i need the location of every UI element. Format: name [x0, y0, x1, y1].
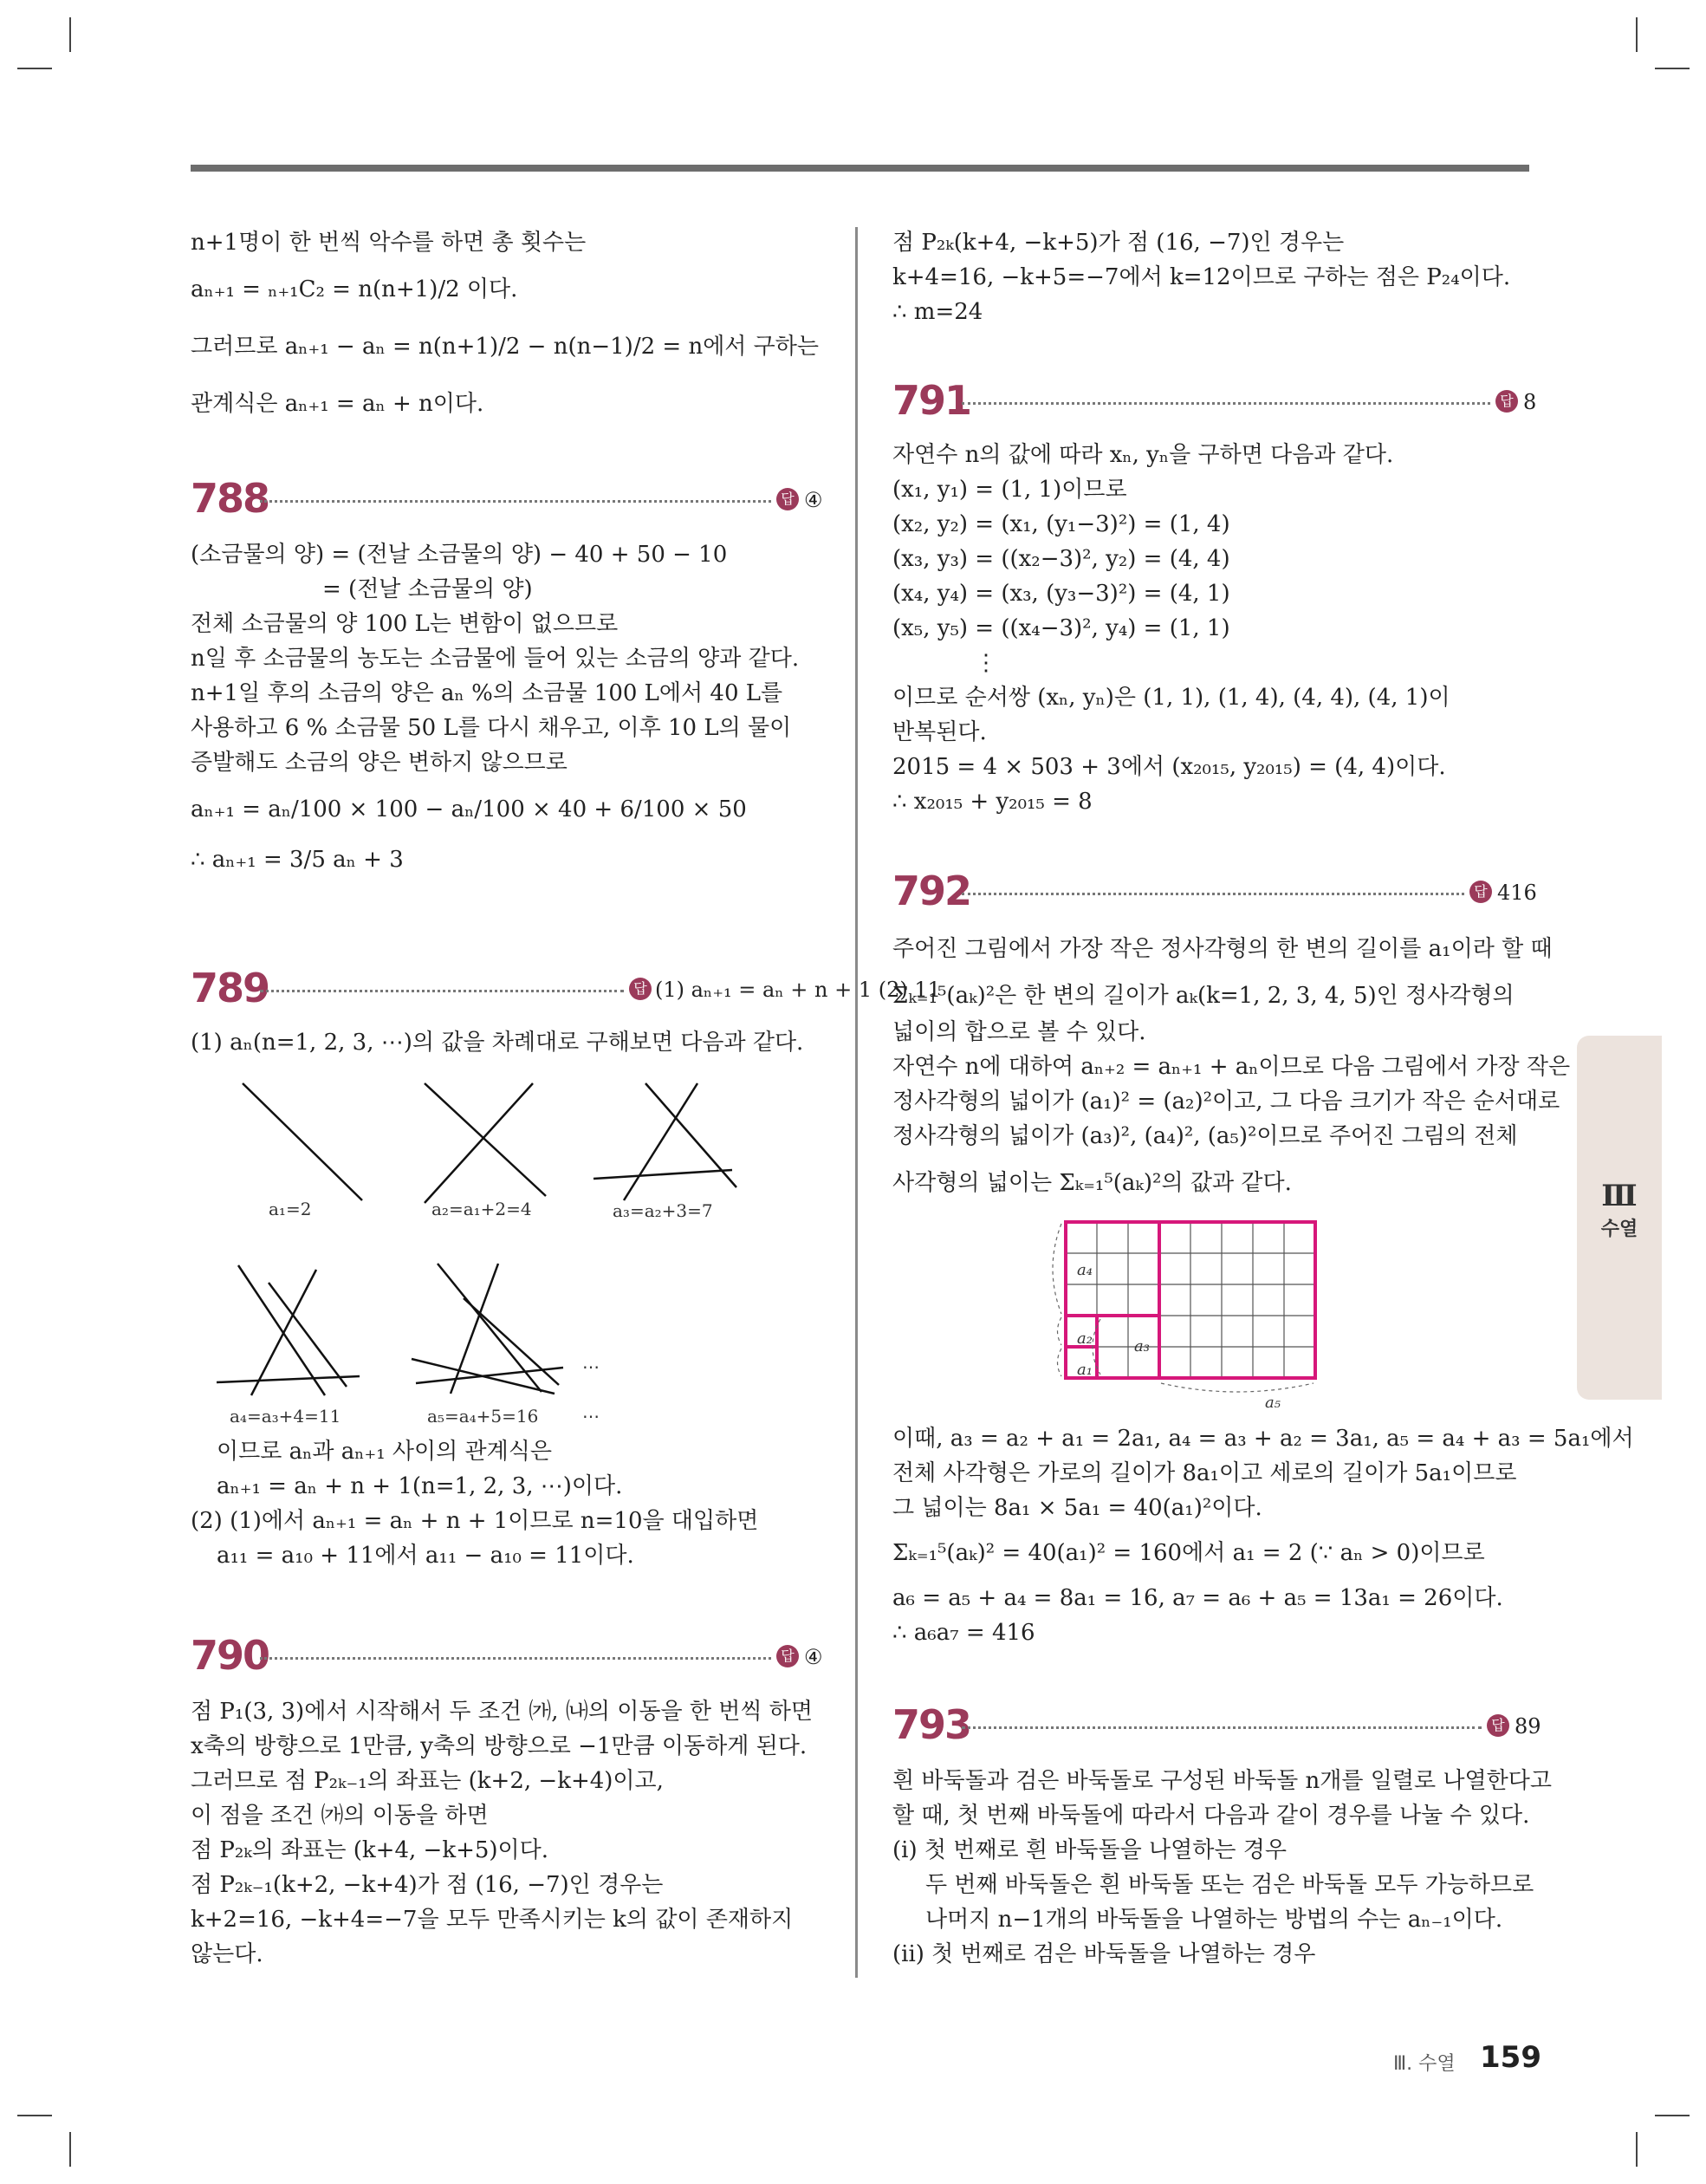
column-divider	[855, 227, 858, 1978]
solution-789	[191, 1434, 758, 1573]
text-line: aₙ₊₁ = aₙ + n + 1(n=1, 2, 3, ⋯)이다.	[217, 1473, 623, 1499]
problem-header-789	[191, 962, 941, 1014]
text-line: (ii) 첫 번째로 검은 바둑돌을 나열하는 경우	[892, 1941, 1316, 1967]
text-line: (소금물의 양) = (전날 소금물의 양) − 40 + 50 − 10	[191, 542, 728, 568]
leader-dots	[962, 1726, 1482, 1729]
text-line: 전체 소금물의 양 100 L는 변함이 없으므로	[191, 611, 619, 637]
text-line: n+1명이 한 번씩 악수를 하면 총 횟수는	[191, 230, 587, 256]
text-line: 흰 바둑돌과 검은 바둑돌로 구성된 바둑돌 n개를 일렬로 나열한다고	[892, 1768, 1552, 1794]
answer-value: (1) aₙ₊₁ = aₙ + n + 1 (2) 11	[655, 978, 941, 1002]
text-line: 점 P₂ₖ₋₁(k+2, −k+4)가 점 (16, −7)인 경우는	[191, 1872, 664, 1898]
solution-788	[191, 537, 799, 877]
answer-icon: 답	[1469, 881, 1492, 903]
chapter-tab[interactable]	[1577, 1036, 1662, 1400]
text-line: n+1일 후의 소금의 양은 aₙ %의 소금물 100 L에서 40 L를	[191, 680, 783, 706]
leader-dots	[962, 893, 1464, 895]
answer-icon: 답	[776, 488, 799, 510]
leader-dots	[260, 500, 771, 503]
text-line: 점 P₂ₖ의 좌표는 (k+4, −k+5)이다.	[191, 1837, 549, 1863]
text-line: 증발해도 소금의 양은 변하지 않으므로	[191, 750, 568, 776]
answer-icon: 답	[1495, 390, 1518, 413]
answer-value: 416	[1497, 881, 1537, 905]
text-line: 그러므로 점 P₂ₖ₋₁의 좌표는 (k+2, −k+4)이고,	[191, 1768, 664, 1794]
solution-789-intro	[191, 1025, 803, 1060]
text-line: = (전날 소금물의 양)	[322, 576, 533, 602]
crop-mark	[17, 2115, 52, 2116]
formula-line: aₙ₊₁ = aₙ/100 × 100 − aₙ/100 × 40 + 6/100 × 50	[191, 796, 747, 822]
text-line: 전체 사각형은 가로의 길이가 8a₁이고 세로의 길이가 5a₁이므로	[892, 1460, 1517, 1486]
page-number: 159	[1480, 2040, 1541, 2075]
formula-line: ∴ aₙ₊₁ = 3/5 aₙ + 3	[191, 847, 404, 873]
problem-header-793	[892, 1699, 1541, 1751]
text-line: 2015 = 4 × 503 + 3에서 (x₂₀₁₅, y₂₀₁₅) = (4, 4)이다.	[892, 754, 1446, 780]
text-line: 할 때, 첫 번째 바둑돌에 따라서 다음과 같이 경우를 나눌 수 있다.	[892, 1803, 1530, 1829]
text-line: (2) (1)에서 aₙ₊₁ = aₙ + n + 1이므로 n=10을 대입하면	[191, 1508, 759, 1534]
answer-icon: 답	[629, 978, 652, 1000]
leader-dots	[962, 402, 1490, 405]
text-line: 사용하고 6 % 소금물 50 L를 다시 채우고, 이후 10 L의 물이	[191, 715, 792, 741]
text-line: 자연수 n에 대하여 aₙ₊₂ = aₙ₊₁ + aₙ이므로 다음 그림에서 가장 작은	[892, 1054, 1571, 1080]
text-line: ∴ a₆a₇ = 416	[892, 1620, 1035, 1646]
problem-number: 791	[892, 377, 971, 424]
leader-dots	[260, 990, 624, 992]
grid-lines	[1066, 1222, 1315, 1378]
text-line: 정사각형의 넓이가 (a₃)², (a₄)², (a₅)²이므로 주어진 그림의 전체	[892, 1123, 1518, 1149]
lines-figure-a1	[234, 1083, 373, 1205]
answer-value: 8	[1523, 390, 1537, 414]
problem-number: 792	[892, 868, 971, 914]
problem-header-792	[892, 865, 1537, 917]
crop-mark	[1655, 2115, 1690, 2116]
crop-mark	[69, 17, 71, 52]
text-line: 점 P₂ₖ(k+4, −k+5)가 점 (16, −7)인 경우는	[892, 230, 1345, 256]
problem-number: 790	[191, 1632, 269, 1679]
crop-mark	[1636, 2132, 1638, 2167]
text-line: 반복된다.	[892, 719, 987, 745]
problem-number: 793	[892, 1701, 971, 1748]
brace-a4	[1053, 1224, 1061, 1314]
answer-value: 89	[1515, 1714, 1541, 1739]
text-line: 사각형의 넓이는 Σₖ₌₁⁵(aₖ)²의 값과 같다.	[892, 1170, 1292, 1196]
text-line: a₆ = a₅ + a₄ = 8a₁ = 16, a₇ = a₆ + a₅ = 13a₁ = 26이다.	[892, 1585, 1503, 1611]
chapter-roman: Ⅲ	[1601, 1179, 1638, 1213]
solution-793	[892, 1764, 1552, 1972]
text-line: 자연수 n의 값에 따라 xₙ, yₙ을 구하면 다음과 같다.	[892, 442, 1394, 468]
text-line: x축의 방향으로 1만큼, y축의 방향으로 −1만큼 이동하게 된다.	[191, 1733, 808, 1759]
fig-label-a5: a₅	[1265, 1394, 1281, 1412]
caption: a₅=a₄+5=16	[427, 1406, 539, 1427]
crop-mark	[69, 2132, 71, 2167]
text-line: 두 번째 바둑돌은 흰 바둑돌 또는 검은 바둑돌 모두 가능하므로	[925, 1872, 1534, 1898]
text-line: 넓이의 합으로 볼 수 있다.	[892, 1019, 1146, 1045]
crop-mark	[1655, 68, 1690, 69]
answer-icon: 답	[776, 1645, 799, 1667]
text-line: 이므로 aₙ과 aₙ₊₁ 사이의 관계식은	[217, 1439, 552, 1465]
lines-figure-a2	[416, 1083, 555, 1205]
lines-figure-a5	[412, 1264, 585, 1402]
brace-a5	[1161, 1383, 1314, 1392]
caption: a₂=a₁+2=4	[431, 1199, 532, 1219]
text-line: Σₖ₌₁⁵(aₖ)²은 한 변의 길이가 aₖ(k=1, 2, 3, 4, 5)인 정사각형의	[892, 983, 1515, 1009]
text-line: (x₅, y₅) = ((x₄−3)², y₄) = (1, 1)	[892, 615, 1230, 641]
text-line: 그러므로 aₙ₊₁ − aₙ = n(n+1)/2 − n(n−1)/2 = n에서 구하는	[191, 334, 820, 360]
lines-figure-a3	[594, 1083, 749, 1205]
footer-chapter: Ⅲ. 수열	[1393, 2053, 1456, 2075]
ellipsis: ⋯	[582, 1356, 600, 1377]
chapter-word: 수열	[1600, 1219, 1638, 1240]
text-line: 관계식은 aₙ₊₁ = aₙ + n이다.	[191, 391, 484, 417]
text-line: ∴ m=24	[892, 299, 983, 325]
text-line: k+2=16, −k+4=−7을 모두 만족시키는 k의 값이 존재하지	[191, 1907, 794, 1933]
fig-label-a2: a₂	[1077, 1329, 1093, 1348]
text-line: 않는다.	[191, 1941, 263, 1967]
caption: a₃=a₂+3=7	[613, 1200, 713, 1221]
right-continuation	[892, 225, 1510, 329]
text-line: 이므로 순서쌍 (xₙ, yₙ)은 (1, 1), (1, 4), (4, 4), (4, 1)이	[892, 685, 1450, 711]
problem-header-788	[191, 472, 823, 524]
header-rule	[191, 165, 1529, 172]
fig-label-a4: a₄	[1077, 1261, 1093, 1279]
problem-header-790	[191, 1629, 823, 1681]
solution-792-b	[892, 1421, 1634, 1650]
left-continuation	[191, 225, 819, 421]
text-line: 점 P₁(3, 3)에서 시작해서 두 조건 ㈎, ㈏의 이동을 한 번씩 하면	[191, 1699, 813, 1725]
text-line: (x₄, y₄) = (x₃, (y₃−3)²) = (4, 1)	[892, 581, 1230, 607]
solution-790	[191, 1694, 813, 1972]
text-line: (x₂, y₂) = (x₁, (y₁−3)²) = (1, 4)	[892, 511, 1230, 537]
problem-header-791	[892, 374, 1537, 426]
answer-icon: 답	[1487, 1714, 1509, 1737]
text-line: aₙ₊₁ = ₙ₊₁C₂ = n(n+1)/2 이다.	[191, 276, 518, 302]
problem-number: 788	[191, 475, 269, 522]
text-line: (1) aₙ(n=1, 2, 3, ⋯)의 값을 차례대로 구해보면 다음과 같다.	[191, 1030, 804, 1056]
caption: a₁=2	[269, 1199, 312, 1219]
fig-label-a1: a₁	[1077, 1361, 1093, 1379]
text-line: (x₃, y₃) = ((x₂−3)², y₂) = (4, 4)	[892, 546, 1230, 572]
fig-label-a3: a₃	[1134, 1337, 1150, 1355]
ellipsis: ⋯	[582, 1406, 600, 1427]
text-line: 그 넓이는 8a₁ × 5a₁ = 40(a₁)²이다.	[892, 1495, 1262, 1521]
text-line: ⋮	[975, 650, 997, 676]
crop-mark	[1636, 17, 1638, 52]
text-line: 정사각형의 넓이가 (a₁)² = (a₂)²이고, 그 다음 크기가 작은 순서대로	[892, 1089, 1560, 1115]
lines-figure-a4	[217, 1265, 390, 1404]
brace-a2	[1058, 1317, 1062, 1345]
fibonacci-grid-figure	[1066, 1222, 1360, 1413]
crop-mark	[17, 68, 52, 69]
text-line: 나머지 n−1개의 바둑돌을 나열하는 방법의 수는 aₙ₋₁이다.	[925, 1907, 1503, 1933]
text-line: 주어진 그림에서 가장 작은 정사각형의 한 변의 길이를 a₁이라 할 때	[892, 936, 1553, 962]
solution-792-a	[892, 932, 1570, 1200]
leader-dots	[260, 1657, 771, 1660]
text-line: (i) 첫 번째로 흰 바둑돌을 나열하는 경우	[892, 1837, 1287, 1863]
brace-a1	[1058, 1349, 1062, 1376]
caption: a₄=a₃+4=11	[230, 1406, 341, 1427]
answer-value: ④	[804, 488, 823, 512]
text-line: 이 점을 조건 ㈎의 이동을 하면	[191, 1803, 489, 1829]
problem-number: 789	[191, 965, 269, 1011]
text-line: k+4=16, −k+5=−7에서 k=12이므로 구하는 점은 P₂₄이다.	[892, 264, 1511, 290]
text-line: Σₖ₌₁⁵(aₖ)² = 40(a₁)² = 160에서 a₁ = 2 (∵ aₙ > 0)이므로	[892, 1540, 1485, 1566]
answer-value: ④	[804, 1645, 823, 1669]
text-line: 이때, a₃ = a₂ + a₁ = 2a₁, a₄ = a₃ + a₂ = 3a₁, a₅ = a₄ + a₃ = 5a₁에서	[892, 1426, 1634, 1452]
solution-791	[892, 438, 1450, 819]
text-line: ∴ x₂₀₁₅ + y₂₀₁₅ = 8	[892, 789, 1093, 815]
text-line: (x₁, y₁) = (1, 1)이므로	[892, 477, 1127, 503]
text-line: a₁₁ = a₁₀ + 11에서 a₁₁ − a₁₀ = 11이다.	[217, 1543, 634, 1569]
text-line: n일 후 소금물의 농도는 소금물에 들어 있는 소금의 양과 같다.	[191, 646, 800, 672]
